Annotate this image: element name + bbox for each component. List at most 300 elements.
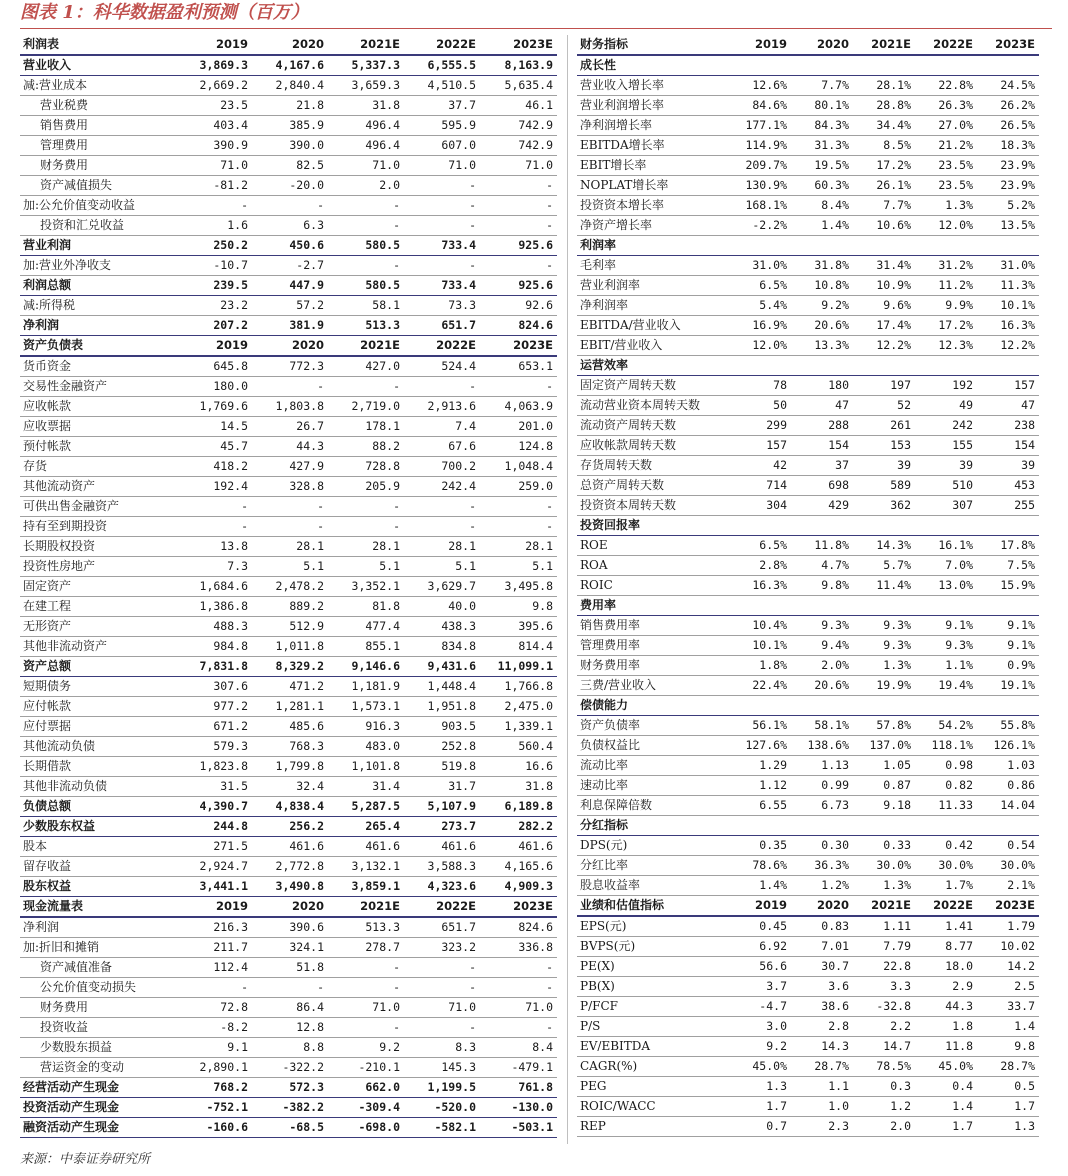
value-cell: 304 — [729, 496, 791, 516]
value-cell: 1.4 — [915, 1097, 977, 1117]
value-cell: 9.1% — [915, 616, 977, 636]
year-header: 2023E — [480, 897, 557, 918]
value-cell: 30.0% — [853, 856, 915, 876]
value-cell: 1.29 — [729, 756, 791, 776]
row-label: 负债权益比 — [577, 736, 729, 756]
value-cell: 323.2 — [404, 938, 480, 958]
row-label: 投资资本周转天数 — [577, 496, 729, 516]
row-label: PE(X) — [577, 957, 729, 977]
value-cell: 653.1 — [480, 356, 557, 377]
value-cell — [915, 516, 977, 536]
value-cell — [791, 55, 853, 76]
value-cell: - — [404, 958, 480, 978]
value-cell: 2,913.6 — [404, 397, 480, 417]
right-subsection-row — [577, 596, 1039, 616]
value-cell: 2,840.4 — [252, 76, 328, 96]
value-cell: 33.7 — [977, 997, 1039, 1017]
value-cell: 3.0 — [729, 1017, 791, 1037]
row-label: EV/EBITDA — [577, 1037, 729, 1057]
value-cell: 49 — [915, 396, 977, 416]
row-label: NOPLAT增长率 — [577, 176, 729, 196]
value-cell: 1,799.8 — [252, 757, 328, 777]
right-table-row — [577, 76, 1039, 96]
left-table-row — [20, 677, 557, 697]
left-table-row — [20, 938, 557, 958]
left-table-row — [20, 296, 557, 316]
value-cell: 714 — [729, 476, 791, 496]
value-cell — [853, 516, 915, 536]
value-cell: 390.0 — [252, 136, 328, 156]
value-cell: 7.7% — [791, 76, 853, 96]
value-cell: 244.8 — [176, 817, 252, 837]
value-cell: 418.2 — [176, 457, 252, 477]
value-cell: 9.8 — [977, 1037, 1039, 1057]
left-table-row — [20, 116, 557, 136]
row-label: PEG — [577, 1077, 729, 1097]
value-cell: 855.1 — [328, 637, 404, 657]
left-table-row — [20, 757, 557, 777]
value-cell: -68.5 — [252, 1118, 328, 1138]
left-table-row — [20, 1098, 557, 1118]
value-cell: 5.2% — [977, 196, 1039, 216]
value-cell — [853, 236, 915, 256]
right-table-row — [577, 296, 1039, 316]
value-cell: -479.1 — [480, 1058, 557, 1078]
value-cell: - — [404, 1018, 480, 1038]
left-financial-table — [20, 35, 557, 1138]
value-cell: 8.3 — [404, 1038, 480, 1058]
value-cell: 1.11 — [853, 916, 915, 937]
row-label: 销售费用率 — [577, 616, 729, 636]
value-cell: 1,181.9 — [328, 677, 404, 697]
row-label: 流动资产周转天数 — [577, 416, 729, 436]
value-cell: -520.0 — [404, 1098, 480, 1118]
row-label: 销售费用 — [20, 116, 176, 136]
row-label: EPS(元) — [577, 916, 729, 937]
value-cell: - — [480, 497, 557, 517]
row-label: 营业收入增长率 — [577, 76, 729, 96]
value-cell: 14.3% — [853, 536, 915, 556]
value-cell: 768.3 — [252, 737, 328, 757]
value-cell: 1.13 — [791, 756, 853, 776]
value-cell: 3.6 — [791, 977, 853, 997]
value-cell: 483.0 — [328, 737, 404, 757]
value-cell: 20.6% — [791, 316, 853, 336]
value-cell: 19.9% — [853, 676, 915, 696]
value-cell: 0.45 — [729, 916, 791, 937]
value-cell: 45.0% — [729, 1057, 791, 1077]
left-table-row — [20, 837, 557, 857]
value-cell: 71.0 — [328, 998, 404, 1018]
right-table-row — [577, 416, 1039, 436]
value-cell: 45.0% — [915, 1057, 977, 1077]
panel-divider — [567, 35, 568, 1144]
value-cell: 154 — [791, 436, 853, 456]
row-label: 留存收益 — [20, 857, 176, 877]
value-cell: 1.41 — [915, 916, 977, 937]
value-cell: 31.4 — [328, 777, 404, 797]
value-cell: 728.8 — [328, 457, 404, 477]
value-cell: 834.8 — [404, 637, 480, 657]
value-cell: 5.1 — [404, 557, 480, 577]
row-label: ROIC — [577, 576, 729, 596]
value-cell: 12.8 — [252, 1018, 328, 1038]
value-cell: 9,146.6 — [328, 657, 404, 677]
value-cell: 2.0 — [328, 176, 404, 196]
value-cell: 572.3 — [252, 1078, 328, 1098]
value-cell: 461.6 — [404, 837, 480, 857]
value-cell: 6.5% — [729, 536, 791, 556]
value-cell: 2,478.2 — [252, 577, 328, 597]
value-cell: 1.0 — [791, 1097, 853, 1117]
value-cell: - — [480, 978, 557, 998]
row-label: CAGR(%) — [577, 1057, 729, 1077]
right-subsection-row — [577, 356, 1039, 376]
row-label: 总资产周转天数 — [577, 476, 729, 496]
value-cell: 58.1% — [791, 716, 853, 736]
value-cell: 137.0% — [853, 736, 915, 756]
right-table-body — [577, 35, 1039, 1137]
value-cell: 2.0% — [791, 656, 853, 676]
value-cell: 92.6 — [480, 296, 557, 316]
value-cell: 26.3% — [915, 96, 977, 116]
value-cell: 47 — [791, 396, 853, 416]
left-table-row — [20, 497, 557, 517]
value-cell: 9.6% — [853, 296, 915, 316]
source-note: 来源：中泰证券研究所 — [20, 1152, 151, 1167]
right-subsection-row — [577, 696, 1039, 716]
value-cell: 2.0 — [853, 1117, 915, 1137]
value-cell: 88.2 — [328, 437, 404, 457]
value-cell: 362 — [853, 496, 915, 516]
value-cell: 5.1 — [328, 557, 404, 577]
value-cell — [853, 696, 915, 716]
right-subsection-row — [577, 516, 1039, 536]
value-cell: 1,766.8 — [480, 677, 557, 697]
row-label: 净利润率 — [577, 296, 729, 316]
value-cell: 390.9 — [176, 136, 252, 156]
left-table-row — [20, 1118, 557, 1138]
value-cell: 28.8% — [853, 96, 915, 116]
left-table-row — [20, 457, 557, 477]
value-cell — [977, 696, 1039, 716]
value-cell: - — [176, 196, 252, 216]
value-cell: 1.3% — [915, 196, 977, 216]
value-cell: 671.2 — [176, 717, 252, 737]
row-label: 应收票据 — [20, 417, 176, 437]
value-cell: 157 — [977, 376, 1039, 396]
value-cell: 2.3 — [791, 1117, 853, 1137]
value-cell: 23.2 — [176, 296, 252, 316]
row-label: 股息收益率 — [577, 876, 729, 896]
value-cell: 71.0 — [328, 156, 404, 176]
year-header: 2019 — [729, 896, 791, 917]
value-cell: -32.8 — [853, 997, 915, 1017]
right-table-row — [577, 997, 1039, 1017]
value-cell: 12.0% — [915, 216, 977, 236]
value-cell: 4,838.4 — [252, 797, 328, 817]
year-header: 2022E — [404, 336, 480, 357]
value-cell: 271.5 — [176, 837, 252, 857]
value-cell: - — [176, 978, 252, 998]
left-table-row — [20, 477, 557, 497]
value-cell: 6.55 — [729, 796, 791, 816]
row-label: 加:营业外净收支 — [20, 256, 176, 276]
value-cell: - — [328, 196, 404, 216]
row-label: 流动营业资本周转天数 — [577, 396, 729, 416]
value-cell: 13.0% — [915, 576, 977, 596]
value-cell: 256.2 — [252, 817, 328, 837]
value-cell — [729, 696, 791, 716]
right-table-row — [577, 977, 1039, 997]
value-cell: 772.3 — [252, 356, 328, 377]
row-label: 财务费用 — [20, 156, 176, 176]
value-cell: 11.2% — [915, 276, 977, 296]
value-cell: 28.1% — [853, 76, 915, 96]
row-label: 可供出售金融资产 — [20, 497, 176, 517]
value-cell: 6.5% — [729, 276, 791, 296]
value-cell: 31.3% — [791, 136, 853, 156]
value-cell: 510 — [915, 476, 977, 496]
value-cell: - — [328, 377, 404, 397]
value-cell: 1.8 — [915, 1017, 977, 1037]
value-cell: 7.7% — [853, 196, 915, 216]
right-table-row — [577, 1057, 1039, 1077]
value-cell: 40.0 — [404, 597, 480, 617]
value-cell: 13.3% — [791, 336, 853, 356]
row-label: 资产减值准备 — [20, 958, 176, 978]
value-cell: - — [480, 958, 557, 978]
value-cell: 5.1 — [480, 557, 557, 577]
value-cell: 589 — [853, 476, 915, 496]
value-cell: 112.4 — [176, 958, 252, 978]
left-table-row — [20, 958, 557, 978]
value-cell: 67.6 — [404, 437, 480, 457]
value-cell: 201.0 — [480, 417, 557, 437]
right-table-row — [577, 1117, 1039, 1137]
row-label: 营业收入 — [20, 55, 176, 76]
value-cell: 31.8 — [328, 96, 404, 116]
value-cell — [915, 356, 977, 376]
value-cell: 84.3% — [791, 116, 853, 136]
value-cell: 21.2% — [915, 136, 977, 156]
value-cell: 71.0 — [480, 156, 557, 176]
value-cell: - — [252, 517, 328, 537]
year-header: 2019 — [176, 897, 252, 918]
value-cell: 273.7 — [404, 817, 480, 837]
value-cell — [977, 236, 1039, 256]
value-cell: 1.2% — [791, 876, 853, 896]
value-cell: 761.8 — [480, 1078, 557, 1098]
value-cell: 86.4 — [252, 998, 328, 1018]
value-cell: 52 — [853, 396, 915, 416]
value-cell: 26.5% — [977, 116, 1039, 136]
value-cell: 824.6 — [480, 917, 557, 938]
left-panel — [20, 35, 557, 1138]
value-cell: 45.7 — [176, 437, 252, 457]
value-cell: -10.7 — [176, 256, 252, 276]
value-cell: 4,510.5 — [404, 76, 480, 96]
value-cell: 0.83 — [791, 916, 853, 937]
value-cell: 19.1% — [977, 676, 1039, 696]
value-cell: 278.7 — [328, 938, 404, 958]
value-cell: 3,441.1 — [176, 877, 252, 897]
row-label: 少数股东权益 — [20, 817, 176, 837]
value-cell: - — [404, 176, 480, 196]
value-cell: 255 — [977, 496, 1039, 516]
value-cell: 84.6% — [729, 96, 791, 116]
row-label: 股本 — [20, 837, 176, 857]
value-cell: 1.79 — [977, 916, 1039, 937]
right-table-row — [577, 256, 1039, 276]
left-table-row — [20, 377, 557, 397]
value-cell: -210.1 — [328, 1058, 404, 1078]
row-label: 应收帐款 — [20, 397, 176, 417]
value-cell: 3,659.3 — [328, 76, 404, 96]
left-table-row — [20, 998, 557, 1018]
value-cell: 58.1 — [328, 296, 404, 316]
value-cell: 30.0% — [915, 856, 977, 876]
year-header: 2019 — [176, 336, 252, 357]
left-table-row — [20, 176, 557, 196]
value-cell: 26.2% — [977, 96, 1039, 116]
right-table-row — [577, 636, 1039, 656]
row-label: EBIT/营业收入 — [577, 336, 729, 356]
value-cell: 78.6% — [729, 856, 791, 876]
value-cell: 9.1 — [176, 1038, 252, 1058]
value-cell: 7.3 — [176, 557, 252, 577]
row-label: 流动比率 — [577, 756, 729, 776]
value-cell: 11.8% — [791, 536, 853, 556]
right-table-row — [577, 496, 1039, 516]
value-cell: - — [404, 517, 480, 537]
value-cell: 645.8 — [176, 356, 252, 377]
value-cell: 23.5 — [176, 96, 252, 116]
value-cell: 50 — [729, 396, 791, 416]
value-cell: 209.7% — [729, 156, 791, 176]
value-cell: 39 — [853, 456, 915, 476]
value-cell — [729, 356, 791, 376]
right-subsection-row — [577, 816, 1039, 836]
row-label: 交易性金融资产 — [20, 377, 176, 397]
row-label: 应付帐款 — [20, 697, 176, 717]
value-cell: 427.9 — [252, 457, 328, 477]
right-section-header — [577, 35, 1039, 55]
row-label: 费用率 — [577, 596, 729, 616]
value-cell: - — [328, 256, 404, 276]
value-cell: -752.1 — [176, 1098, 252, 1118]
value-cell: 27.0% — [915, 116, 977, 136]
value-cell — [729, 816, 791, 836]
value-cell: 3,352.1 — [328, 577, 404, 597]
value-cell: 427.0 — [328, 356, 404, 377]
value-cell: 19.4% — [915, 676, 977, 696]
value-cell: 44.3 — [252, 437, 328, 457]
value-cell: 733.4 — [404, 236, 480, 256]
value-cell: 1.3% — [853, 656, 915, 676]
right-table-row — [577, 396, 1039, 416]
row-label: 应收帐款周转天数 — [577, 436, 729, 456]
value-cell: 14.7 — [853, 1037, 915, 1057]
left-table-row — [20, 136, 557, 156]
left-table-row — [20, 917, 557, 938]
value-cell: 8,329.2 — [252, 657, 328, 677]
value-cell: 1.1 — [791, 1077, 853, 1097]
value-cell: 57.2 — [252, 296, 328, 316]
value-cell: 381.9 — [252, 316, 328, 336]
value-cell: 157 — [729, 436, 791, 456]
value-cell: 3,629.7 — [404, 577, 480, 597]
year-header: 2023E — [977, 35, 1039, 55]
value-cell: 4,063.9 — [480, 397, 557, 417]
value-cell: - — [328, 958, 404, 978]
value-cell: 11.4% — [853, 576, 915, 596]
right-table-row — [577, 916, 1039, 937]
value-cell: - — [404, 377, 480, 397]
value-cell: 28.7% — [977, 1057, 1039, 1077]
value-cell: 23.9% — [977, 176, 1039, 196]
right-table-row — [577, 96, 1039, 116]
left-table-row — [20, 617, 557, 637]
value-cell: 9.2 — [729, 1037, 791, 1057]
right-section-header — [577, 896, 1039, 917]
value-cell: 17.8% — [977, 536, 1039, 556]
value-cell: 9.2% — [791, 296, 853, 316]
value-cell: 242.4 — [404, 477, 480, 497]
value-cell: 7.79 — [853, 937, 915, 957]
value-cell — [977, 596, 1039, 616]
left-table-row — [20, 577, 557, 597]
row-label: 成长性 — [577, 55, 729, 76]
value-cell: 6.3 — [252, 216, 328, 236]
value-cell: 31.5 — [176, 777, 252, 797]
value-cell: 118.1% — [915, 736, 977, 756]
value-cell: 0.87 — [853, 776, 915, 796]
value-cell: 0.5 — [977, 1077, 1039, 1097]
value-cell: 5,337.3 — [328, 55, 404, 76]
title-divider — [20, 28, 1052, 29]
value-cell: 2.8 — [791, 1017, 853, 1037]
right-table-row — [577, 536, 1039, 556]
value-cell: 216.3 — [176, 917, 252, 938]
value-cell: - — [480, 1018, 557, 1038]
row-label: 三费/营业收入 — [577, 676, 729, 696]
left-table-row — [20, 196, 557, 216]
value-cell: 17.2% — [915, 316, 977, 336]
value-cell: - — [480, 216, 557, 236]
value-cell: 1,823.8 — [176, 757, 252, 777]
row-label: 股东权益 — [20, 877, 176, 897]
value-cell: -503.1 — [480, 1118, 557, 1138]
value-cell: 4.7% — [791, 556, 853, 576]
value-cell: 1,339.1 — [480, 717, 557, 737]
value-cell: - — [176, 517, 252, 537]
value-cell: 8.8 — [252, 1038, 328, 1058]
value-cell: - — [328, 978, 404, 998]
right-table-row — [577, 676, 1039, 696]
row-label: 固定资产周转天数 — [577, 376, 729, 396]
value-cell: 46.1 — [480, 96, 557, 116]
section-title: 财务指标 — [577, 35, 729, 55]
value-cell: 9.3% — [915, 636, 977, 656]
value-cell: 607.0 — [404, 136, 480, 156]
year-header: 2021E — [328, 35, 404, 55]
right-table-row — [577, 957, 1039, 977]
value-cell: 698 — [791, 476, 853, 496]
value-cell: 4,165.6 — [480, 857, 557, 877]
right-panel — [577, 35, 1039, 1137]
value-cell: - — [404, 216, 480, 236]
